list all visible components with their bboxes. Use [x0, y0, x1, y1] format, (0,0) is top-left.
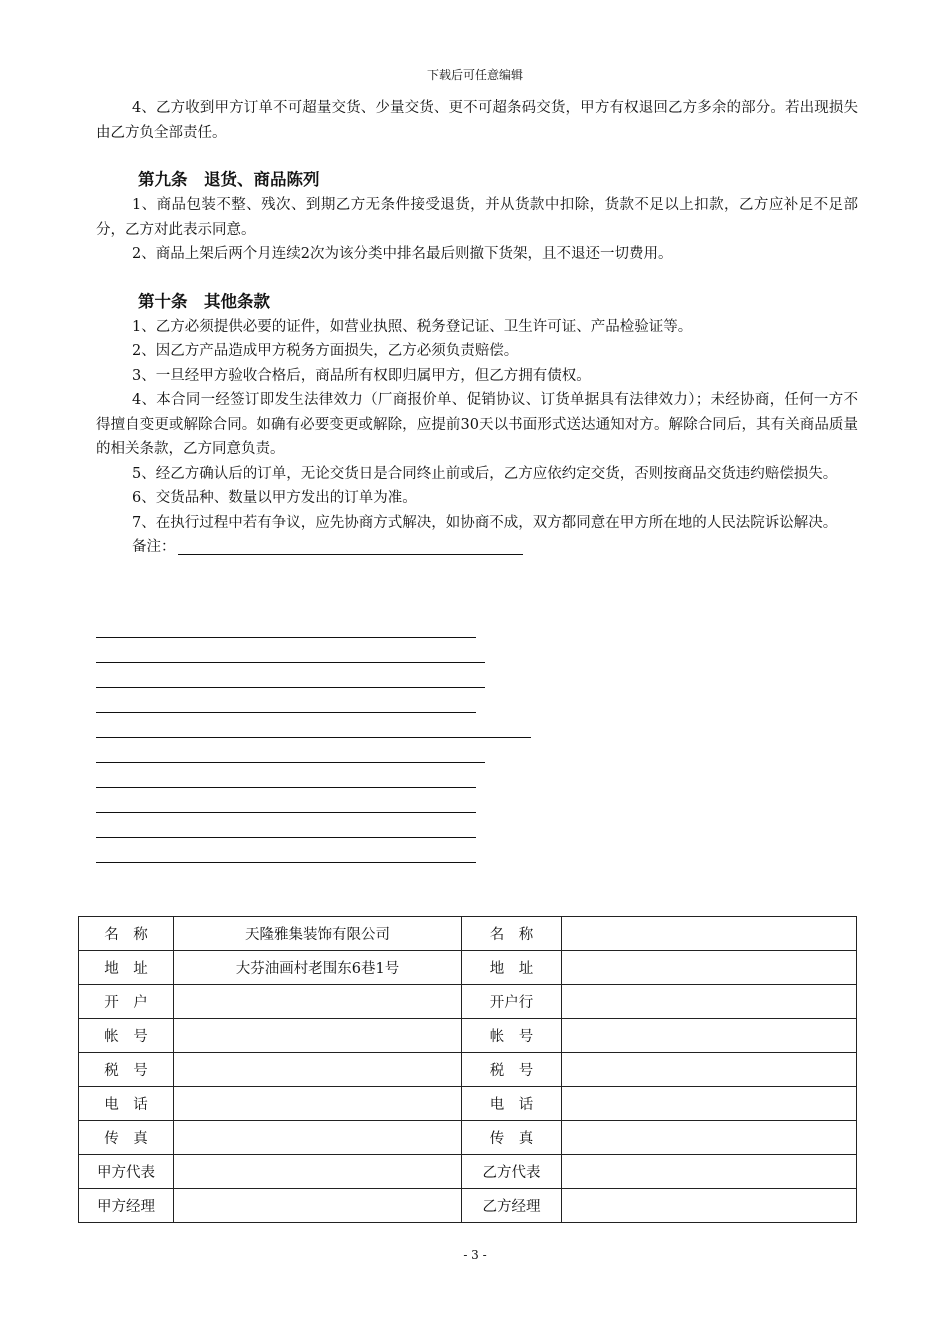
party-a-label: 名 称 — [79, 917, 174, 951]
party-b-value — [562, 1087, 857, 1121]
party-a-label: 地 址 — [79, 951, 174, 985]
article9-title: 第九条 退货、商品陈列 — [138, 170, 320, 189]
article10-item7: 7、在执行过程中若有争议，应先协商方式解决，如协商不成，双方都同意在甲方所在地的人民法院诉讼解决。 — [132, 514, 838, 531]
article10-item2: 2、因乙方产品造成甲方税务方面损失，乙方必须负责赔偿。 — [132, 343, 519, 359]
table-row — [79, 1087, 857, 1121]
blank-line — [96, 862, 476, 863]
party-b-value — [562, 1155, 857, 1189]
article10-item6: 6、交货品种、数量以甲方发出的订单为准。 — [132, 490, 417, 506]
party-b-value — [562, 1189, 857, 1223]
article10-item5: 5、经乙方确认后的订单，无论交货日是合同终止前或后，乙方应依约定交货，否则按商品交货违约赔偿损失。 — [132, 465, 838, 482]
party-a-value: 大芬油画村老围东6巷1号 — [174, 951, 462, 985]
blank-line — [96, 812, 476, 813]
party-a-label: 传 真 — [79, 1121, 174, 1155]
blank-line — [96, 662, 485, 663]
blank-line — [96, 787, 476, 788]
blank-line — [96, 712, 476, 713]
article10-item3: 3、一旦经甲方验收合格后，商品所有权即归属甲方，但乙方拥有债权。 — [132, 367, 591, 384]
party-a-label: 帐 号 — [79, 1019, 174, 1053]
party-a-value — [174, 985, 462, 1019]
table-row — [79, 985, 857, 1019]
remark-line — [178, 554, 523, 555]
table-row — [79, 1019, 857, 1053]
party-info-table — [78, 916, 857, 1223]
blank-line — [96, 762, 485, 763]
remark-row — [96, 535, 858, 559]
page-number: - 3 - — [463, 1248, 487, 1262]
party-b-label: 电 话 — [462, 1087, 562, 1121]
party-a-value — [174, 1053, 462, 1087]
party-b-label: 乙方经理 — [462, 1189, 562, 1223]
party-a-value: 天隆雅集装饰有限公司 — [174, 917, 462, 951]
party-b-label: 传 真 — [462, 1121, 562, 1155]
party-b-label: 开户行 — [462, 985, 562, 1019]
contract-body — [96, 96, 858, 559]
party-b-label: 乙方代表 — [462, 1155, 562, 1189]
article10-title: 第十条 其他条款 — [138, 291, 270, 311]
party-b-label: 税 号 — [462, 1053, 562, 1087]
blank-line — [96, 637, 476, 638]
party-a-value — [174, 1189, 462, 1223]
party-a-value — [174, 1019, 462, 1053]
table-row — [79, 1053, 857, 1087]
article10-item1: 1、乙方必须提供必要的证件，如营业执照、税务登记证、卫生许可证、产品检验证等。 — [132, 318, 693, 335]
blank-line — [96, 687, 485, 688]
party-a-label: 甲方代表 — [79, 1155, 174, 1189]
blank-line — [96, 737, 531, 738]
article10-item4: 4、本合同一经签订即发生法律效力（厂商报价单、促销协议、订货单据具有法律效力）；未经协商，任何一方不得擅自变更或解除合同。如确有必要变更或解除，应提前30天以书面形式送达通知对方。解除合同后，其有关商品质量的相关条款，乙方同意负责。 — [96, 392, 858, 457]
table-row — [79, 951, 857, 985]
party-a-label: 税 号 — [79, 1053, 174, 1087]
party-a-value — [174, 1121, 462, 1155]
party-b-value — [562, 1019, 857, 1053]
party-b-value — [562, 917, 857, 951]
party-a-value — [174, 1155, 462, 1189]
party-b-value — [562, 1121, 857, 1155]
party-a-label: 电 话 — [79, 1087, 174, 1121]
party-b-label: 地 址 — [462, 951, 562, 985]
blank-line — [96, 837, 476, 838]
table-row — [79, 1121, 857, 1155]
party-b-value — [562, 951, 857, 985]
party-b-value — [562, 985, 857, 1019]
party-b-label: 名 称 — [462, 917, 562, 951]
party-a-value — [174, 1087, 462, 1121]
table-row — [79, 1189, 857, 1223]
table-row — [79, 917, 857, 951]
page-header: 下载后可任意编辑 — [426, 68, 523, 82]
article8-item4: 4、乙方收到甲方订单不可超量交货、少量交货、更不可超条码交货，甲方有权退回乙方多余的部分。若出现损失由乙方负全部责任。 — [96, 100, 858, 141]
table-row — [79, 1155, 857, 1189]
party-b-value — [562, 1053, 857, 1087]
party-a-label: 开 户 — [79, 985, 174, 1019]
remark-label: 备注： — [132, 539, 176, 555]
party-a-label: 甲方经理 — [79, 1189, 174, 1223]
party-b-label: 帐 号 — [462, 1019, 562, 1053]
article9-item1: 1、商品包装不整、残次、到期乙方无条件接受退货，并从货款中扣除，货款不足以上扣款，乙方应补足不足部分，乙方对此表示同意。 — [96, 197, 858, 238]
article9-item2: 2、商品上架后两个月连续2次为该分类中排名最后则撤下货架，且不退还一切费用。 — [132, 246, 673, 262]
